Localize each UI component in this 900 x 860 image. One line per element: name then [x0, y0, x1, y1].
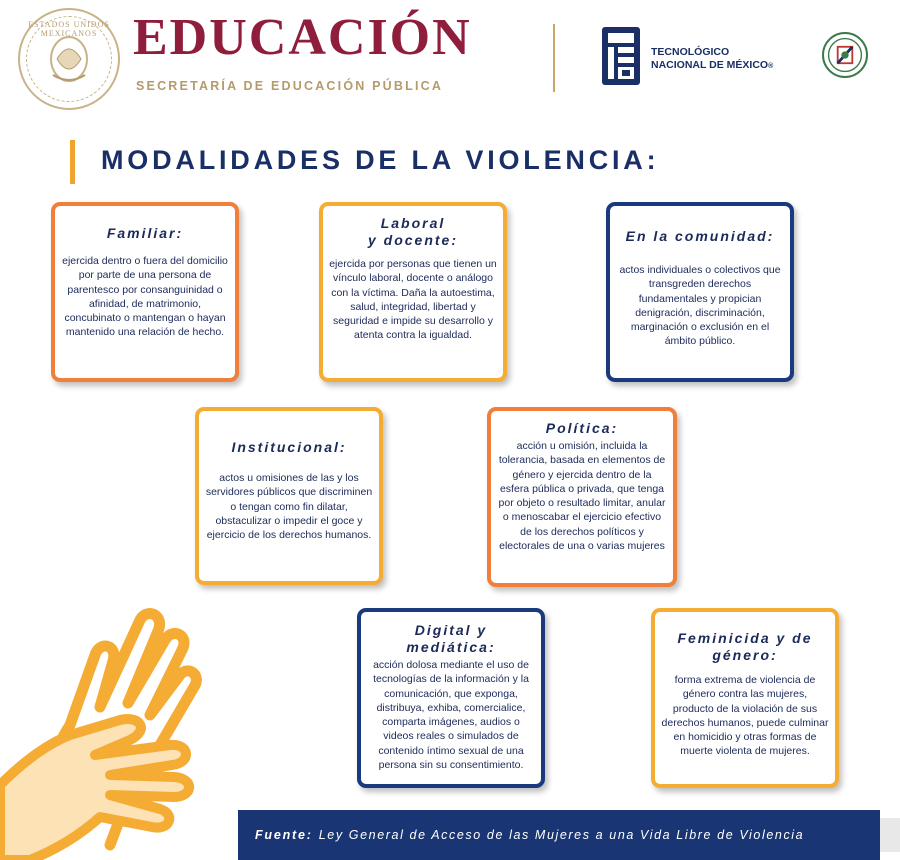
tecnm-registered: ®: [768, 63, 774, 70]
card-title: En la comunidad:: [625, 228, 775, 244]
tecnm-line1: TECNOLÓGICO: [651, 46, 730, 58]
card-laboral: [319, 202, 507, 382]
card-familiar: [51, 202, 239, 382]
card-title: Familiar:: [106, 225, 184, 241]
card-title-line1: Digital y: [414, 622, 488, 638]
tecnm-name: [651, 46, 773, 73]
title-accent-bar: [70, 140, 75, 184]
card-title-line1: Feminicida y de: [677, 630, 813, 646]
brand-title: EDUCACIÓN: [133, 9, 472, 66]
card-body: ejercida por personas que tienen un vínculo laboral, docente o análogo con la víctima. Daña la autoestima, salud, integridad, libertad y seguridad e impide su desarrollo y atenta contra la igualdad.: [329, 258, 497, 342]
card-title: [367, 622, 535, 656]
card-title: [661, 630, 829, 664]
brand-subtitle: SECRETARÍA DE EDUCACIÓN PÚBLICA: [136, 79, 444, 93]
source-footer: [238, 810, 880, 860]
card-body: forma extrema de violencia de género contra las mujeres, producto de la violación de sus derechos humanos, puede culminar en homicidio y otras formas de muerte violenta de mujeres.: [661, 674, 829, 758]
card-comunidad: [606, 202, 794, 382]
card-title: Política:: [545, 420, 619, 436]
header-divider: [553, 24, 555, 92]
card-title: Institucional:: [231, 439, 347, 455]
source-text: Ley General de Acceso de las Mujeres a una Vida Libre de Violencia: [318, 828, 805, 842]
card-body: ejercida dentro o fuera del domicilio por parte de una persona de parentesco por consanguinidad o afinidad, de matrimonio, concubinato o mantengan o hayan mantenido una relación de hecho.: [62, 255, 228, 339]
card-title-line2: mediática:: [406, 639, 496, 655]
tecnm-line2: NACIONAL DE MÉXICO: [651, 59, 769, 71]
card-institucional: [195, 407, 383, 585]
seal-text: ESTADOS UNIDOS MEXICANOS: [28, 20, 110, 38]
card-title-line1: Laboral: [380, 215, 446, 231]
mexico-seal-icon: [18, 8, 120, 110]
card-title-line2: género:: [712, 647, 778, 663]
card-digital: [357, 608, 545, 788]
page-title: MODALIDADES DE LA VIOLENCIA:: [101, 145, 660, 175]
card-body: actos individuales o colectivos que transgreden derechos fundamentales y propician denigración, discriminación, marginación o exclusión en el ámbito público.: [619, 264, 781, 348]
card-politica: [487, 407, 677, 587]
footer-edge: [880, 818, 900, 852]
card-title-line2: y docente:: [367, 232, 458, 248]
card-feminicida: [651, 608, 839, 788]
card-body: acción u omisión, incluida la tolerancia, basada en elementos de género y ejercida dentro de la esfera pública o privada, que tenga por objeto o resultado limitar, anular o menoscabar el ejercicio efectivo de los derechos políticos y electorales de una o varias mujeres: [498, 440, 666, 553]
card-title: [329, 215, 497, 249]
card-body: actos u omisiones de las y los servidores públicos que discriminen o tengan como fin dilatar, obstaculizar o impedir el goce y ejercicio de los derechos humanos.: [205, 472, 373, 542]
tecnm-gear-icon: [600, 25, 642, 87]
card-body: acción dolosa mediante el uso de tecnologías de la información y la comunicación, que exponga, distribuya, exhiba, comercialice, comparta imágenes, audios o videos reales o simulados de contenido íntimo sexual de una persona sin su consentimiento.: [373, 659, 529, 772]
institute-seal-icon: [822, 32, 868, 78]
source-label: Fuente:: [255, 828, 313, 842]
